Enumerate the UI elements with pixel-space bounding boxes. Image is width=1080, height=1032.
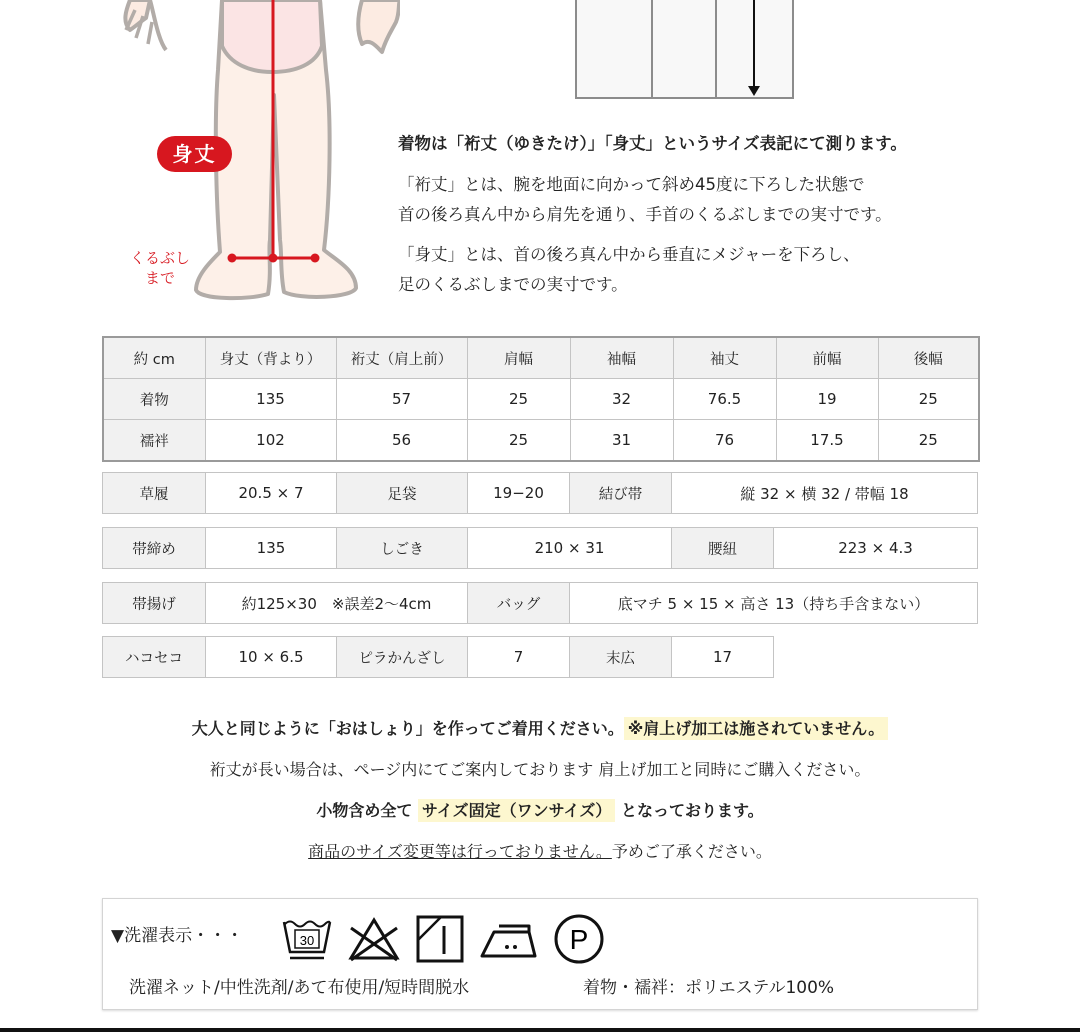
bottom-divider	[0, 1028, 1080, 1032]
ankle-label-line2: まで	[144, 269, 175, 287]
ankle-label	[120, 248, 200, 288]
table-cell: 76	[673, 420, 776, 462]
table-cell: 102	[205, 420, 336, 462]
header-cell: 身丈（背より）	[205, 337, 336, 379]
accessory-value-bag: 底マチ 5 × 15 × 高さ 13（持ち手含まない）	[617, 594, 930, 613]
no-bleach-icon	[347, 914, 401, 964]
kimono-diagram	[575, 0, 795, 100]
measurement-explanation	[398, 130, 1018, 310]
kimono-panel-icon	[575, 0, 795, 100]
accessory-label-shigoki: しごき	[337, 528, 468, 568]
care-label-box	[102, 898, 978, 1010]
accessory-value-koshihimo: 223 × 4.3	[838, 539, 913, 557]
table-cell: 25	[878, 420, 979, 462]
accessory-value-suehiro: 17	[712, 648, 733, 666]
note-no-size-change-underlined: 商品のサイズ変更等は行っておりません。	[308, 842, 612, 861]
mitake-badge: 身丈	[157, 136, 232, 172]
accessory-value-musubi-obi: 縦 32 × 横 32 / 帯幅 18	[740, 484, 909, 503]
care-icons	[281, 911, 605, 967]
note-yuki-long: 裄丈が長い場合は、ページ内にてご案内しております 肩上げ加工と同時にご購入ください。	[209, 760, 871, 779]
accessory-label-obijime: 帯締め	[103, 528, 206, 568]
table-cell: 25	[467, 379, 570, 420]
accessory-row-3	[102, 582, 978, 624]
care-title: ▼洗濯表示・・・	[111, 926, 244, 946]
note-ohashori-text: 大人と同じように「おはしょり」を作ってご着用ください。	[191, 719, 624, 738]
size-table-header	[103, 337, 979, 379]
accessory-label-suehiro: 末広	[570, 637, 672, 677]
accessory-label-koshihimo: 腰紐	[672, 528, 774, 568]
row-label: 着物	[103, 379, 205, 420]
svg-text:P: P	[569, 924, 589, 955]
table-cell: 32	[570, 379, 673, 420]
accessory-label-tabi: 足袋	[337, 473, 468, 513]
accessory-row-1	[102, 472, 978, 514]
note-no-size-change	[0, 835, 1080, 876]
accessory-value-hakoseko: 10 × 6.5	[206, 637, 337, 677]
note-one-size-post: となっております。	[620, 801, 764, 820]
accessory-label-bag: バッグ	[468, 583, 570, 623]
dry-clean-p-icon	[553, 913, 605, 965]
note-ohashori	[0, 712, 1080, 753]
mitake-definition	[398, 240, 1018, 300]
material-composition: 着物・襦袢：ポリエステル100%	[583, 978, 835, 998]
notes-section	[0, 712, 1080, 876]
accessory-value-obiage: 約125×30 ※誤差2〜4cm	[206, 583, 468, 623]
header-cell: 袖丈	[673, 337, 776, 379]
accessory-value-shigoki: 210 × 31	[468, 528, 672, 568]
accessory-label-pira-kanzashi: ピラかんざし	[337, 637, 468, 677]
wash-30-icon	[281, 914, 333, 964]
table-cell: 25	[467, 420, 570, 462]
table-cell: 19	[776, 379, 878, 420]
header-cell: 肩幅	[467, 337, 570, 379]
accessory-label-zori: 草履	[103, 473, 206, 513]
note-no-size-change-rest: 予めご了承ください。	[611, 842, 772, 861]
table-row-juban	[103, 420, 979, 462]
line-dry-shade-icon	[415, 914, 465, 964]
table-cell: 25	[878, 379, 979, 420]
body-measurement-illustration	[0, 0, 400, 310]
table-cell: 56	[336, 420, 467, 462]
note-one-size-highlight: サイズ固定（ワンサイズ）	[418, 799, 615, 822]
table-cell: 17.5	[776, 420, 878, 462]
note-one-size-pre: 小物含め全て	[316, 801, 413, 820]
header-cell: 約 cm	[103, 337, 205, 379]
accessory-row-2	[102, 527, 978, 569]
note-no-kataage-highlight: ※肩上げ加工は施されていません。	[624, 717, 889, 740]
table-cell: 135	[205, 379, 336, 420]
care-description: 洗濯ネット/中性洗剤/あて布使用/短時間脱水	[129, 978, 470, 998]
accessory-label-musubi-obi: 結び帯	[570, 473, 672, 513]
ankle-label-line1: くるぶし	[129, 249, 190, 267]
header-cell: 後幅	[878, 337, 979, 379]
table-row-kimono	[103, 379, 979, 420]
header-cell: 袖幅	[570, 337, 673, 379]
svg-text:30: 30	[299, 933, 315, 948]
table-cell: 31	[570, 420, 673, 462]
yuki-line2: 首の後ろ真ん中から肩先を通り、手首のくるぶしまでの実寸です。	[398, 205, 892, 224]
explanation-title: 着物は「裄丈（ゆきたけ）」「身丈」というサイズ表記にて測ります。	[398, 134, 907, 153]
header-cell: 前幅	[776, 337, 878, 379]
table-cell: 57	[336, 379, 467, 420]
header-cell: 裄丈（肩上前）	[336, 337, 467, 379]
mitake-line1: 「身丈」とは、首の後ろ真ん中から垂直にメジャーを下ろし、	[398, 245, 860, 264]
accessory-value-pira-kanzashi: 7	[468, 637, 570, 677]
note-one-size	[0, 794, 1080, 835]
iron-medium-icon	[479, 914, 539, 964]
table-cell: 76.5	[673, 379, 776, 420]
yuki-definition	[398, 170, 1018, 230]
accessory-value-obijime: 135	[206, 528, 337, 568]
accessory-label-obiage: 帯揚げ	[103, 583, 206, 623]
accessory-label-hakoseko: ハコセコ	[103, 637, 206, 677]
size-table	[102, 336, 980, 462]
accessory-value-zori: 20.5 × 7	[206, 473, 337, 513]
row-label: 襦袢	[103, 420, 205, 462]
accessory-row-4	[102, 636, 774, 678]
mitake-line2: 足のくるぶしまでの実寸です。	[398, 275, 628, 294]
accessory-value-tabi: 19−20	[468, 473, 570, 513]
yuki-line1: 「裄丈」とは、腕を地面に向かって斜め45度に下ろした状態で	[398, 175, 865, 194]
